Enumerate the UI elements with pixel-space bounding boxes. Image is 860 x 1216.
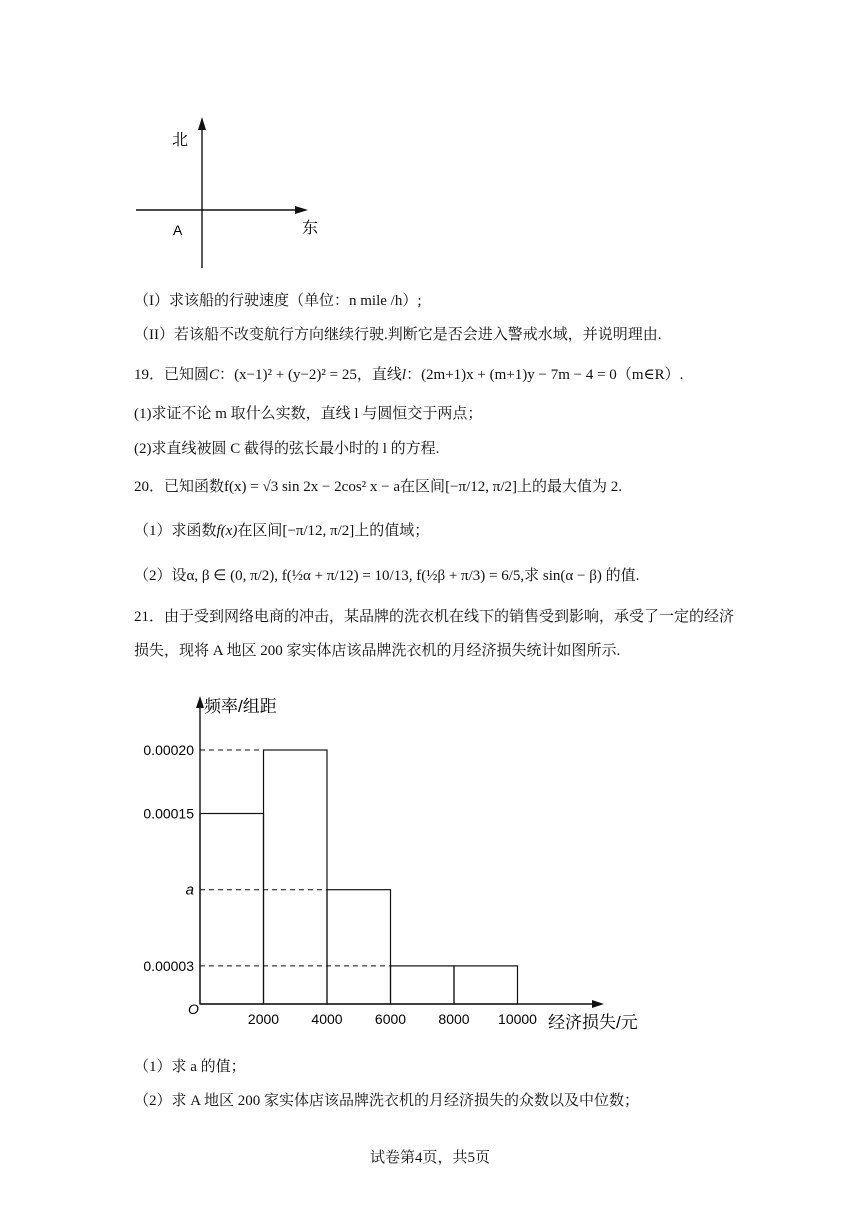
q21-line1: 21．由于受到网络电商的冲击，某品牌的洗衣机在线下的销售受到影响，承受了一定的经济 — [134, 609, 735, 625]
q20-number: 20． — [134, 479, 165, 495]
q20-tail: 上的最大值为 2. — [517, 479, 623, 495]
x-axis-label: 经济损失/元 — [548, 1013, 638, 1032]
q20-sub1 — [134, 521, 429, 541]
q20-interval-text: 在区间 — [400, 479, 446, 495]
q19-number: 19． — [134, 367, 165, 383]
x-axis-arrow-icon — [592, 1000, 604, 1008]
page-footer: 试卷第4页，共5页 — [369, 1150, 490, 1166]
q21-sub1: （1）求 a 的值； — [134, 1059, 246, 1075]
q20-sub1-interval: [−π/12, π/2] — [282, 523, 355, 539]
y-tick-label: 0.00020 — [143, 742, 194, 758]
point-a-label: A — [173, 222, 183, 238]
q20-statement — [134, 477, 622, 497]
loss-histogram — [0, 680, 860, 1040]
q19-sub2: (2)求直线被圆 C 截得的弦长最小时的 l 的方程. — [134, 441, 440, 457]
y-axis-label: 频率/组距 — [204, 697, 277, 716]
east-arrow-icon — [295, 206, 308, 214]
q20-sub2 — [134, 566, 639, 586]
y-tick-label: a — [185, 881, 194, 899]
q20-sub2-prefix: （2）设 — [134, 568, 187, 584]
q19-line-eq: ：(2m+1)x + (m+1)y − 7m − 4 = 0 — [406, 367, 617, 383]
q20-sub1-tail: 上的值域； — [354, 523, 430, 539]
q21-line2: 损失，现将 A 地区 200 家实体店该品牌洗衣机的月经济损失统计如图所示. — [134, 643, 621, 659]
east-label: 东 — [302, 220, 319, 237]
q18-part2: （II）若该船不改变航行方向继续行驶.判断它是否会进入警戒水域，并说明理由. — [134, 327, 662, 343]
q20-interval: [−π/12, π/2] — [445, 479, 517, 495]
q20-sub2-cond: α, β ∈ (0, π/2), f(½α + π/12) = 10/13, f(½β + π/3) = 6/5, — [186, 568, 525, 584]
origin-label: O — [188, 1001, 199, 1017]
q20-sub2-tail: 求 sin(α − β) 的值. — [524, 568, 640, 584]
q20-intro: 已知函数 — [164, 479, 225, 495]
x-tick-label: 8000 — [438, 1011, 470, 1027]
q19-circle-name: C — [209, 367, 220, 383]
q20-sub1-func: f(x) — [216, 523, 238, 539]
q21-sub2: （2）求 A 地区 200 家实体店该品牌洗衣机的月经济损失的众数以及中位数； — [134, 1093, 640, 1109]
q18-part1: （I）求该船的行驶速度（单位：n mile /h）; — [134, 293, 422, 309]
q19-intro: 已知圆 — [164, 367, 210, 383]
x-tick-label: 10000 — [498, 1011, 537, 1027]
north-arrow-icon — [198, 117, 206, 130]
q19-sub1: (1)求证不论 m 取什么实数，直线 l 与圆恒交于两点； — [134, 406, 483, 422]
x-tick-label: 6000 — [374, 1011, 407, 1027]
x-tick-label: 4000 — [311, 1011, 343, 1027]
histogram-bar — [327, 890, 391, 1004]
q19-statement — [134, 365, 683, 385]
y-tick-label: 0.00015 — [143, 805, 194, 822]
histogram-bar — [200, 814, 264, 1005]
y-axis-arrow-icon — [196, 696, 204, 708]
q19-circle-eq-prefix: ： — [219, 367, 235, 383]
x-tick-label: 2000 — [247, 1011, 280, 1027]
q20-sub1-prefix: （1）求函数 — [134, 523, 217, 539]
histogram-bar — [391, 966, 455, 1004]
q19-circle-eq: (x−1)² + (y−2)² = 25 — [234, 367, 357, 383]
histogram-bar — [454, 966, 518, 1004]
q20-function: f(x) = √3 sin 2x − 2cos² x − a — [224, 479, 401, 495]
q19-line-intro: ，直线 — [356, 367, 402, 383]
q20-sub1-mid: 在区间 — [237, 523, 283, 539]
y-tick-label: 0.00003 — [143, 957, 194, 974]
q19-condition: （m∈R）. — [616, 367, 684, 383]
north-label: 北 — [172, 132, 189, 149]
q19-line-name: l — [401, 367, 407, 383]
compass-diagram — [0, 0, 860, 290]
